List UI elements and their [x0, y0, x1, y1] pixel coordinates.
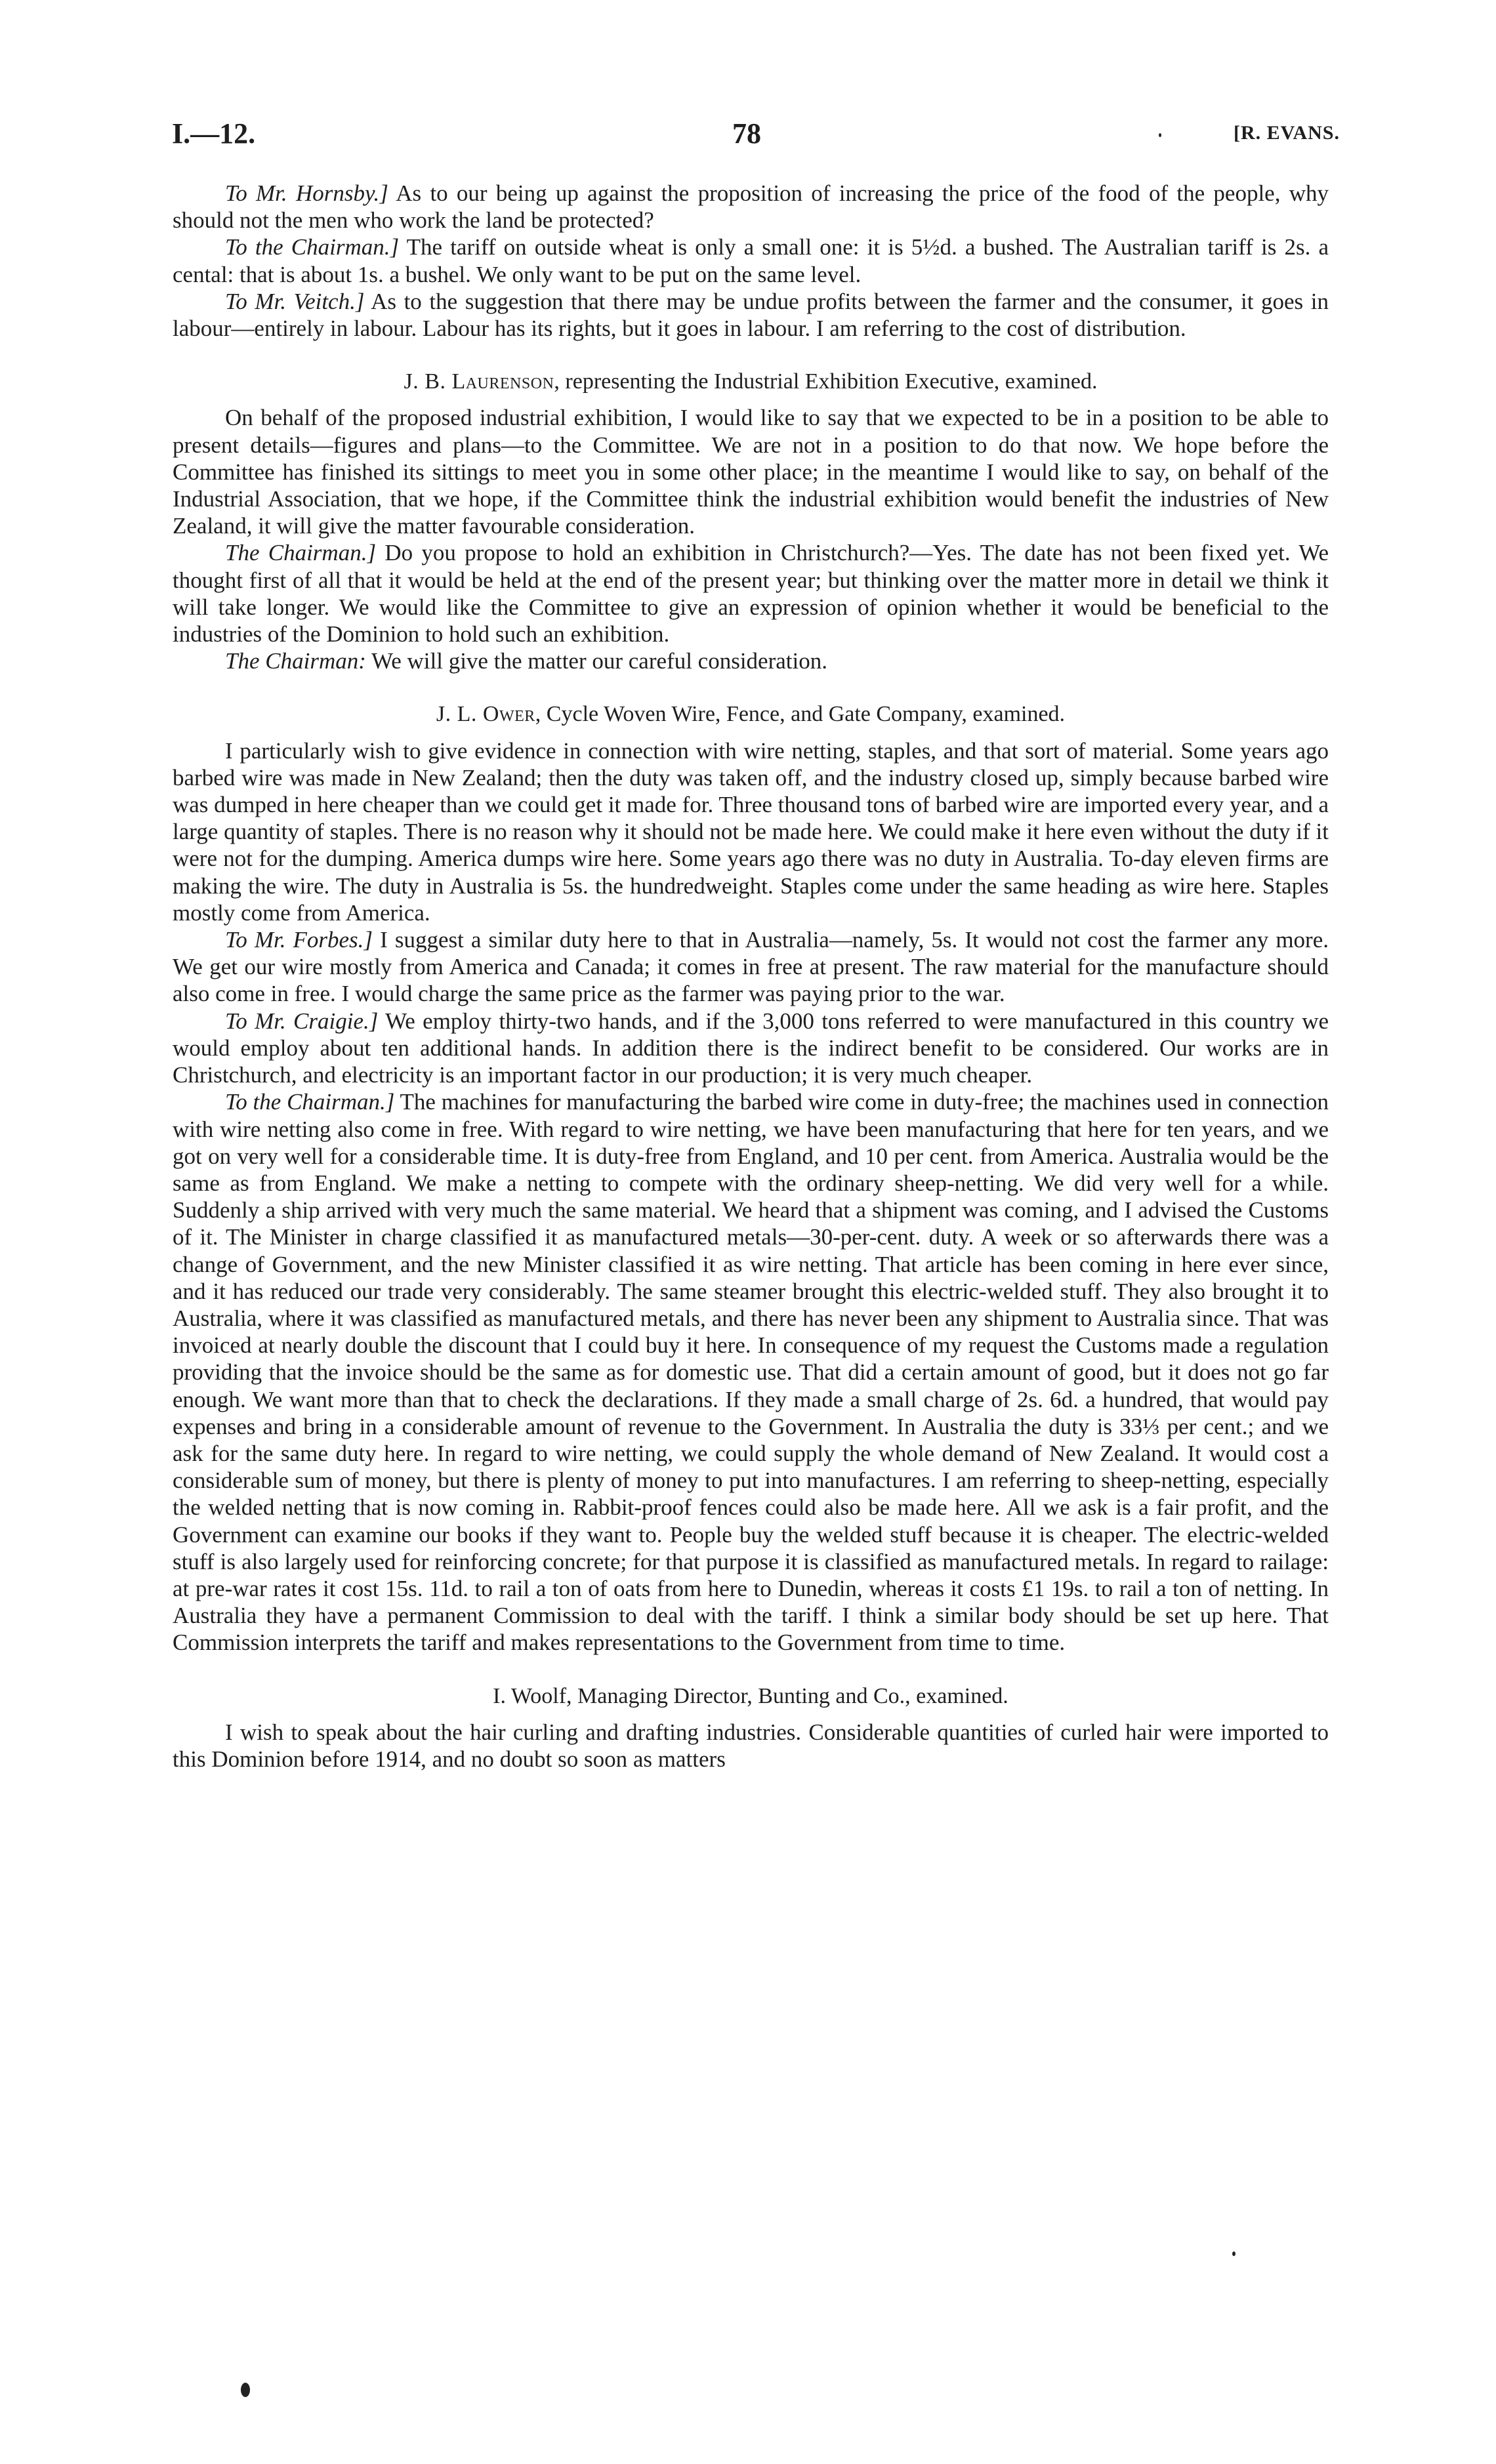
paragraph-lead: To Mr. Craigie.]: [225, 1008, 379, 1034]
page-number: 78: [732, 117, 761, 150]
witness-name: J. L. Ower: [436, 702, 535, 727]
witness-running-head: [R. EVANS.: [1234, 122, 1340, 144]
paragraph: [173, 1008, 1329, 1089]
witness-name: I. Woolf: [493, 1683, 567, 1708]
paragraph-text: As to the suggestion that there may be undue profits between the farmer and the consumer, it goes in labour—entirely in labour. Labour has its rights, but it goes in labour. I am referring to the cost of distribution.: [173, 288, 1329, 342]
page-body: [173, 180, 1329, 1773]
paragraph: [173, 288, 1329, 342]
page-header: [172, 117, 1340, 156]
paragraph: [173, 1719, 1329, 1773]
witness-heading: [173, 1683, 1329, 1710]
paragraph: [173, 539, 1329, 647]
paragraph-text: Do you propose to hold an exhibition in Christchurch?—Yes. The date has not been fixed yet. We thought first of all that it would be held at the end of the present year; but thinking over the matter more in detail we think it will take longer. We would like the Committee to give an expression of opinion whether it would be beneficial to the industries of the Dominion to hold such an exhibition.: [173, 540, 1329, 647]
paragraph-lead: The Chairman.]: [225, 540, 377, 566]
witness-description: , representing the Industrial Exhibition Executive, examined.: [554, 369, 1098, 394]
paragraph-text: As to our being up against the proposition of increasing the price of the food of the people, why should not the men who work the land be protected?: [173, 180, 1329, 234]
paragraph: [173, 647, 1329, 674]
witness-name: J. B. Laurenson: [404, 369, 554, 394]
paragraph-lead: To the Chairman.]: [225, 1089, 395, 1115]
witness-heading: [173, 701, 1329, 728]
paragraph: [173, 180, 1329, 234]
witness-description: , Cycle Woven Wire, Fence, and Gate Company, examined.: [535, 702, 1066, 727]
paragraph-lead: To Mr. Veitch.]: [225, 288, 365, 314]
paragraph-text: I suggest a similar duty here to that in Australia—namely, 5s. It would not cost the farmer any more. We get our wire mostly from America and Canada; it comes in free at present. The raw material for the manufacture should also come in free. I would charge the same price as the farmer was paying prior to the war.: [173, 927, 1329, 1007]
scan-speck: [241, 2383, 250, 2397]
paragraph-lead: To the Chairman.]: [225, 234, 400, 260]
paragraph-text: We employ thirty-two hands, and if the 3,000 tons referred to were manufactured in this country we would employ about ten additional hands. In addition there is the indirect benefit to be considered. Our works are in Christchurch, and electricity is an important factor in our production; it is very much cheaper.: [173, 1008, 1329, 1088]
paragraph-text: We will give the matter our careful consideration.: [365, 648, 827, 674]
paragraph-text: I wish to speak about the hair curling and drafting industries. Considerable quantities of curled hair were imported to this Dominion before 1914, and no doubt so soon as matters: [173, 1719, 1329, 1772]
paragraph-lead: To Mr. Forbes.]: [225, 927, 373, 953]
paragraph-text: The machines for manufacturing the barbed wire come in duty-free; the machines used in connection with wire netting also come in free. With regard to wire netting, we have been manufacturing that here for ten years, and we got on very well for a considerable time. It is duty-free from England, and 10 per cent. from America. Australia would be the same as from England. We make a netting to compete with the ordinary sheep-netting. We did very well for a while. Suddenly a ship arrived with very much the same material. We heard that a shipment was coming, and I advised the Customs of it. The Minister in charge classified it as manufactured metals—30-per-cent. duty. A week or so afterwards there was a change of Government, and the new Minister classified it as wire netting. That article has been coming in here ever since, and it has reduced our trade very considerably. The same steamer brought this electric-welded stuff. They also brought it to Australia, where it was classified as manufactured metals, and there has never been any shipment to Australia since. That was invoiced at nearly double the discount that I could buy it here. In consequence of my request the Customs made a regulation providing that the invoice should be the same as for domestic use. That did a certain amount of good, but it does not go far enough. We want more than that to check the declarations. If they made a small charge of 2s. 6d. a hundred, that would pay expenses and bring in a considerable amount of revenue to the Government. In Australia the duty is 33⅓ per cent.; and we ask for the same duty here. In regard to wire netting, we could supply the whole demand of New Zealand. It would cost a considerable sum of money, but there is plenty of money to put into manufactures. I am referring to sheep-netting, especially the welded netting that is now coming in. Rabbit-proof fences could also be made here. All we ask is a fair profit, and the Government can examine our books if they want to. People buy the welded stuff because it is cheaper. The electric-welded stuff is also largely used for reinforcing concrete; for that purpose it is classified as manufactured metals. In regard to railage: at pre-war rates it cost 15s. 11d. to rail a ton of oats from here to Dunedin, whereas it costs £1 19s. to rail a ton of netting. In Australia they have a permanent Commission to deal with the tariff. I think a similar body should be set up here. That Commission interprets the tariff and makes representations to the Government from time to time.: [173, 1089, 1329, 1656]
scan-speck: [1159, 133, 1161, 137]
paragraph: [173, 1088, 1329, 1656]
paragraph-text: I particularly wish to give evidence in connection with wire netting, staples, and that sort of material. Some years ago barbed wire was made in New Zealand; then the duty was taken off, and the industry closed up, simply because barbed wire was dumped in here cheaper than we could get it made for. Three thousand tons of barbed wire are imported every year, and a large quantity of staples. There is no reason why it should not be made here. We could make it here even without the duty if it were not for the dumping. America dumps wire here. Some years ago there was no duty in Australia. To-day eleven firms are making the wire. The duty in Australia is 5s. the hundredweight. Staples come under the same heading as wire here. Staples mostly come from America.: [173, 737, 1329, 926]
paragraph-text: On behalf of the proposed industrial exhibition, I would like to say that we expected to be in a position to be able to present details—figures and plans—to the Committee. We are not in a position to do that now. We hope before the Committee has finished its sittings to meet you in some other place; in the meantime I would like to say, on behalf of the Industrial Association, that we hope, if the Committee think the industrial exhibition would benefit the industries of New Zealand, it will give the matter favourable consideration.: [173, 405, 1329, 539]
paragraph-lead: The Chairman:: [225, 648, 366, 674]
scan-speck: [1232, 2251, 1236, 2256]
paragraph: [173, 404, 1329, 539]
document-reference: I.—12.: [172, 117, 256, 150]
paragraph: [173, 234, 1329, 287]
paragraph-text: The tariff on outside wheat is only a small one: it is 5½d. a bushed. The Australian tariff is 2s. a cental: that is about 1s. a bushel. We only want to be put on the same level.: [173, 234, 1329, 287]
witness-heading: [173, 368, 1329, 395]
witness-description: , Managing Director, Bunting and Co., examined.: [566, 1683, 1008, 1708]
paragraph-lead: To Mr. Hornsby.]: [225, 180, 388, 206]
paragraph: [173, 926, 1329, 1008]
paragraph: [173, 737, 1329, 926]
